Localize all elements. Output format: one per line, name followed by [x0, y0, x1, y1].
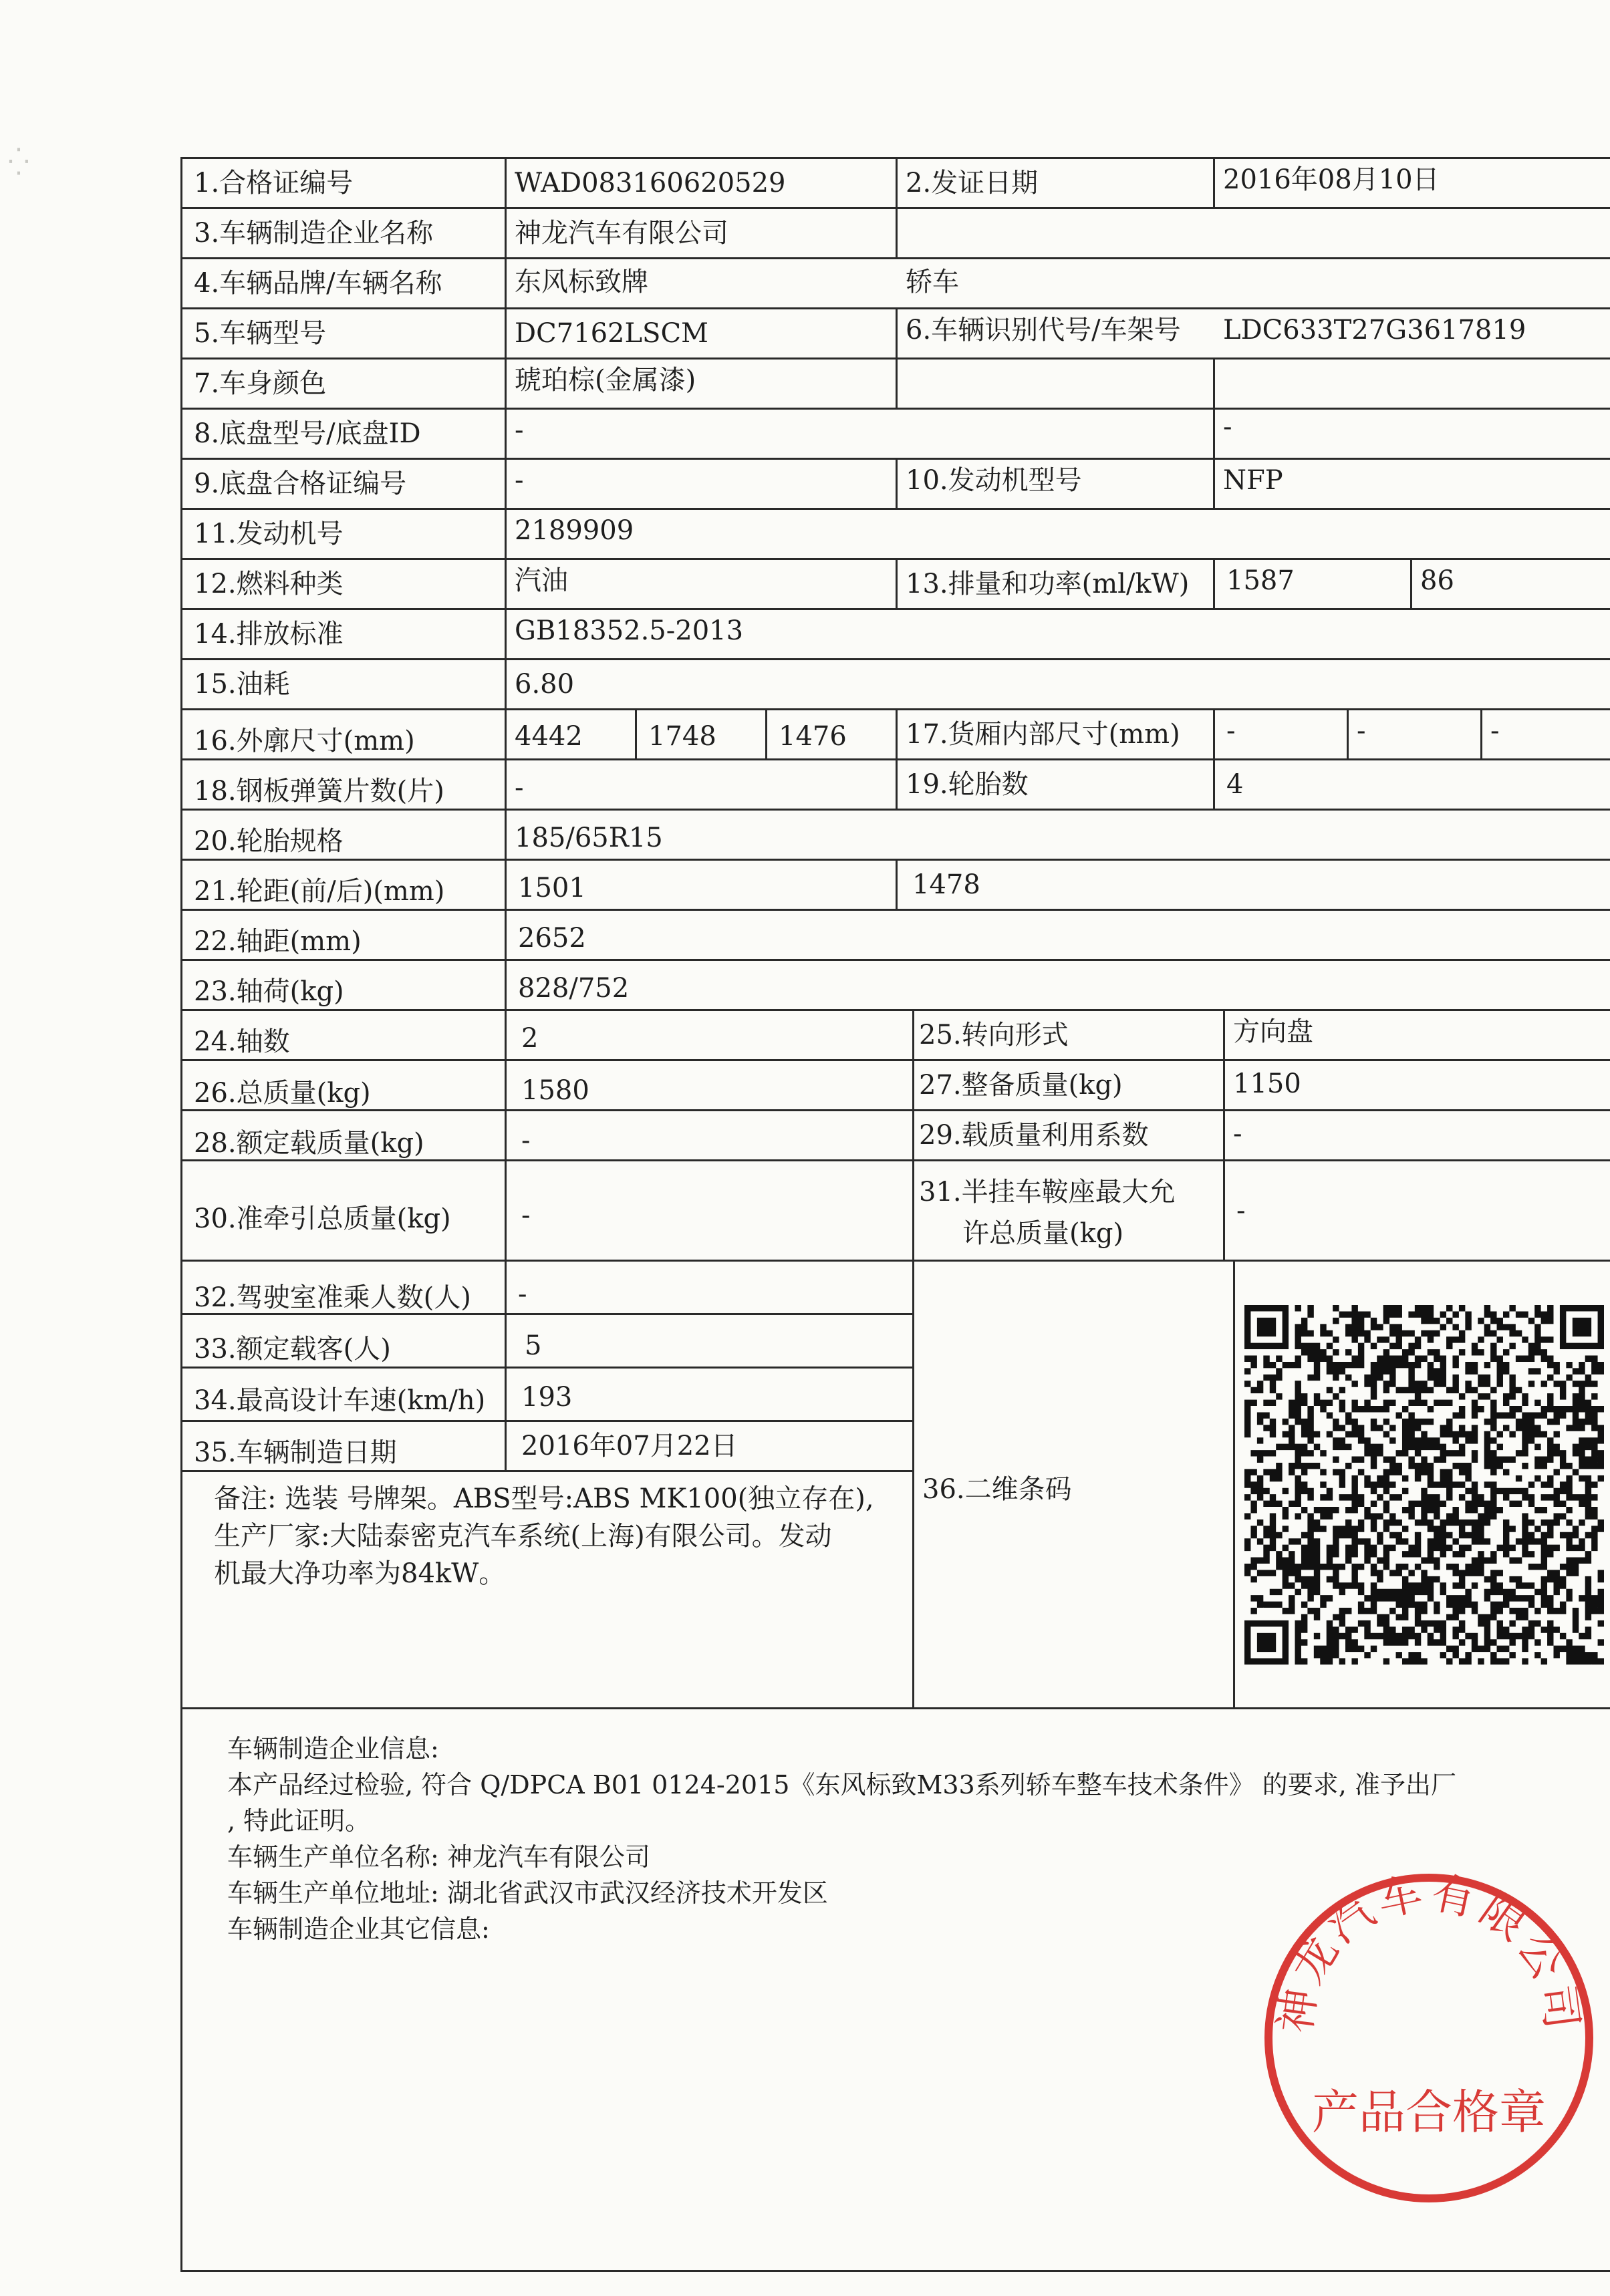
label-brand-name: 4.车辆品牌/车辆名称	[194, 268, 442, 299]
label-gross-mass: 26.总质量(kg)	[194, 1078, 371, 1109]
value-vehicle-name: 轿车	[906, 267, 959, 297]
remarks-line: 机最大净功率为84kW。	[214, 1558, 506, 1589]
seal-caption: 产品合格章	[1312, 2085, 1546, 2140]
label-max-speed: 34.最高设计车速(km/h)	[194, 1385, 486, 1416]
label-load-coefficient: 29.载质量利用系数	[919, 1120, 1149, 1151]
value-passengers: 5	[525, 1330, 542, 1361]
value-height: 1476	[779, 721, 847, 752]
value-engine-number: 2189909	[515, 515, 634, 546]
value-chassis-cert: -	[515, 465, 524, 496]
remarks-line: 备注: 选装 号牌架。ABS型号:ABS MK100(独立存在),	[214, 1483, 874, 1514]
value-width: 1748	[648, 721, 716, 752]
label-saddle-mass-1: 31.半挂车鞍座最大允	[919, 1177, 1176, 1207]
label-engine-model: 10.发动机型号	[906, 465, 1082, 496]
value-cab-seats: -	[518, 1279, 527, 1310]
value-track-rear: 1478	[912, 869, 980, 900]
label-passengers: 33.额定载客(人)	[194, 1334, 391, 1365]
label-rated-load: 28.额定载质量(kg)	[194, 1128, 424, 1159]
label-fuel-type: 12.燃料种类	[194, 569, 344, 599]
label-engine-number: 11.发动机号	[194, 519, 344, 549]
label-vehicle-model: 5.车辆型号	[194, 318, 327, 349]
label-steering: 25.转向形式	[919, 1020, 1069, 1050]
producer-name: 车辆生产单位名称: 神龙汽车有限公司	[227, 1842, 650, 1872]
value-certificate-number: WAD083160620529	[515, 168, 786, 198]
manufacturer-other-info: 车辆制造企业其它信息:	[227, 1914, 490, 1944]
remarks-line: 生产厂家:大陆泰密克汽车系统(上海)有限公司。发动	[214, 1521, 832, 1552]
svg-text:神龙汽车有限公司	[1269, 1866, 1588, 2036]
label-qr-code: 36.二维条码	[922, 1474, 1072, 1505]
label-issue-date: 2.发证日期	[906, 168, 1039, 198]
value-track-front: 1501	[518, 873, 586, 903]
value-displacement: 1587	[1226, 565, 1295, 596]
value-engine-model: NFP	[1223, 465, 1283, 496]
label-curb-mass: 27.整备质量(kg)	[919, 1070, 1123, 1101]
label-cargo-dimensions: 17.货厢内部尺寸(mm)	[906, 719, 1180, 750]
label-saddle-mass-2: 许总质量(kg)	[962, 1218, 1124, 1249]
producer-address: 车辆生产单位地址: 湖北省武汉市武汉经济技术开发区	[227, 1878, 828, 1908]
value-body-color: 琥珀棕(金属漆)	[515, 365, 696, 396]
label-certificate-number: 1.合格证编号	[194, 168, 354, 198]
label-tire-count: 19.轮胎数	[906, 769, 1029, 800]
value-vehicle-model: DC7162LSCM	[515, 318, 708, 349]
label-manufacturer: 3.车辆制造企业名称	[194, 218, 434, 249]
value-leaf-springs: -	[515, 772, 524, 803]
label-chassis-cert: 9.底盘合格证编号	[194, 468, 407, 499]
value-cargo-width: -	[1357, 716, 1366, 746]
value-towing-mass: -	[521, 1200, 531, 1231]
manufacturer-compliance-text-cont: , 特此证明。	[227, 1806, 371, 1836]
value-issue-date: 2016年08月10日	[1223, 164, 1440, 195]
value-length: 4442	[515, 721, 583, 752]
value-max-speed: 193	[521, 1382, 573, 1413]
label-track-width: 21.轮距(前/后)(mm)	[194, 876, 445, 907]
qr-modules	[1244, 1305, 1604, 1665]
label-body-color: 7.车身颜色	[194, 368, 327, 399]
margin-mark: ⁛	[8, 147, 29, 178]
value-manufacture-date: 2016年07月22日	[521, 1431, 738, 1461]
value-brand: 东风标致牌	[515, 267, 648, 297]
label-displacement-power: 13.排量和功率(ml/kW)	[906, 569, 1190, 599]
qr-finder-pattern	[1560, 1305, 1604, 1349]
value-cargo-height: -	[1490, 716, 1500, 746]
value-manufacturer: 神龙汽车有限公司	[515, 218, 728, 249]
value-axle-load: 828/752	[518, 973, 630, 1004]
value-load-coefficient: -	[1233, 1119, 1242, 1149]
label-towing-mass: 30.准牵引总质量(kg)	[194, 1203, 451, 1234]
qr-finder-pattern	[1244, 1620, 1289, 1665]
value-fuel-type: 汽油	[515, 565, 568, 596]
label-axle-count: 24.轴数	[194, 1026, 290, 1057]
qr-finder-pattern	[1244, 1305, 1289, 1349]
value-wheelbase: 2652	[518, 923, 586, 954]
value-emission-standard: GB18352.5-2013	[515, 615, 744, 646]
seal-company-name: 神龙汽车有限公司	[1269, 1866, 1589, 2036]
label-vin: 6.车辆识别代号/车架号	[906, 315, 1181, 345]
value-rated-load: -	[521, 1125, 531, 1156]
value-axle-count: 2	[521, 1023, 539, 1054]
label-leaf-springs: 18.钢板弹簧片数(片)	[194, 776, 444, 807]
value-steering: 方向盘	[1233, 1016, 1313, 1047]
label-wheelbase: 22.轴距(mm)	[194, 926, 362, 957]
value-fuel-consumption: 6.80	[515, 669, 575, 700]
value-chassis-model: -	[515, 415, 524, 446]
label-fuel-consumption: 15.油耗	[194, 669, 290, 700]
value-vin: LDC633T27G3617819	[1223, 315, 1526, 345]
value-cargo-length: -	[1226, 716, 1236, 746]
value-power: 86	[1420, 565, 1454, 596]
label-cab-seats: 32.驾驶室准乘人数(人)	[194, 1282, 471, 1313]
manufacturer-compliance-text: 本产品经过检验, 符合 Q/DPCA B01 0124-2015《东风标致M33系列轿车整车技术条件》 的要求, 准予出厂	[227, 1770, 1456, 1800]
value-tire-spec: 185/65R15	[515, 823, 663, 853]
label-tire-spec: 20.轮胎规格	[194, 826, 344, 857]
label-manufacture-date: 35.车辆制造日期	[194, 1437, 397, 1468]
qr-code	[1244, 1305, 1604, 1665]
value-curb-mass: 1150	[1233, 1068, 1301, 1099]
value-saddle-mass: -	[1236, 1195, 1246, 1226]
value-chassis-id: -	[1223, 412, 1232, 442]
value-tire-count: 4	[1226, 769, 1244, 800]
value-gross-mass: 1580	[521, 1075, 589, 1106]
label-outer-dimensions: 16.外廓尺寸(mm)	[194, 726, 415, 756]
label-chassis-model: 8.底盘型号/底盘ID	[194, 418, 421, 449]
label-emission-standard: 14.排放标准	[194, 619, 344, 650]
label-axle-load: 23.轴荷(kg)	[194, 976, 344, 1007]
remarks	[214, 1480, 874, 1592]
company-seal-stamp	[1255, 1864, 1603, 2212]
manufacturer-info-heading: 车辆制造企业信息:	[227, 1734, 439, 1763]
